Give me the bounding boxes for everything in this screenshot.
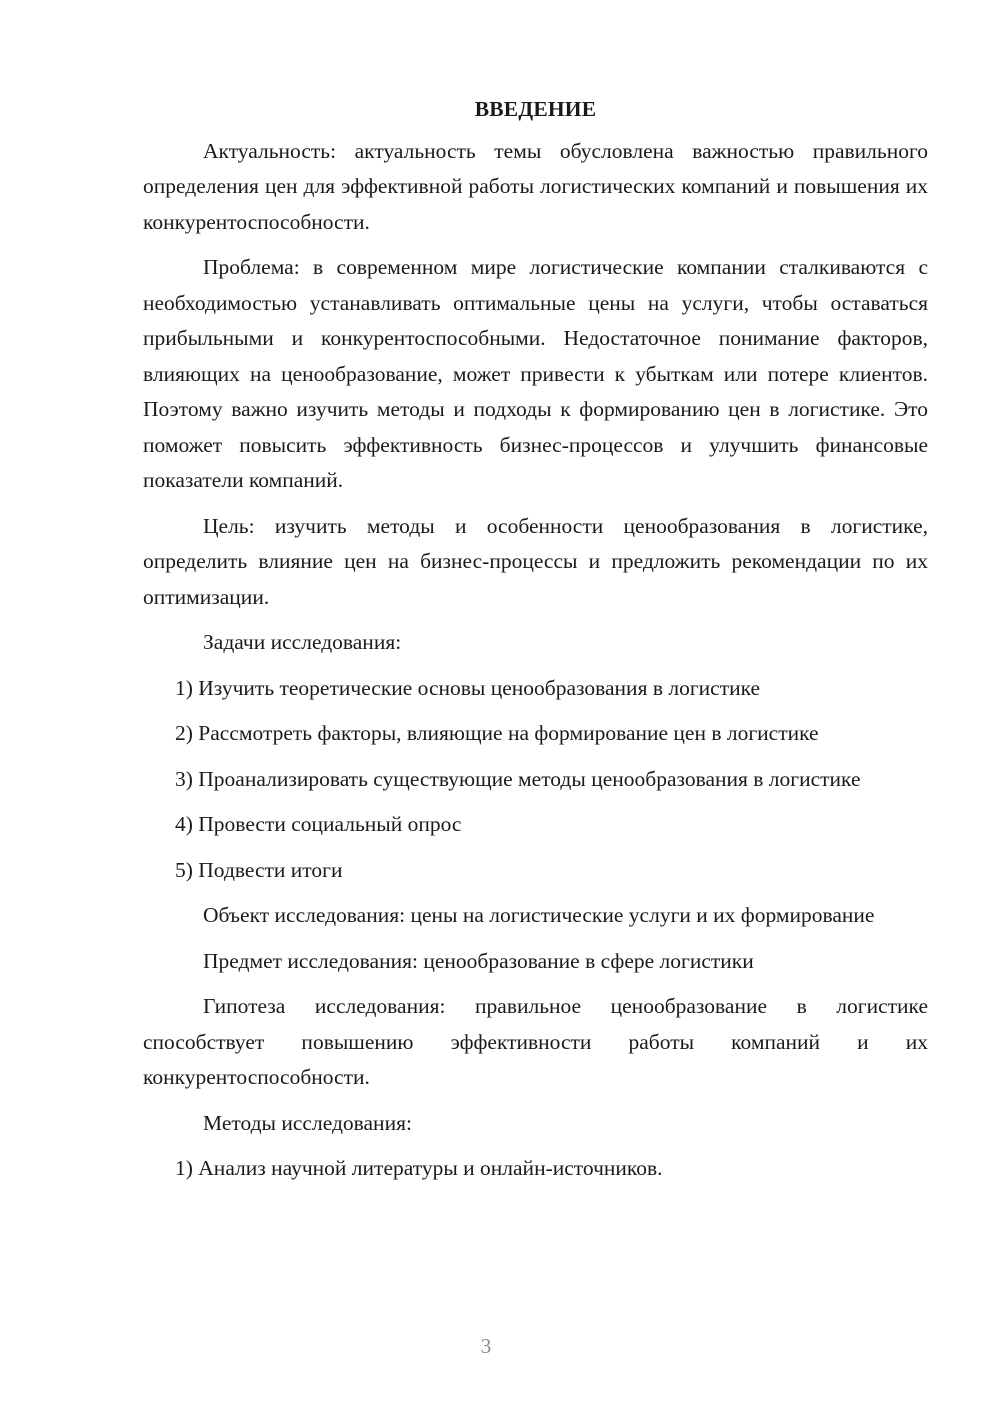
task-item-2: 2) Рассмотреть факторы, влияющие на формирование цен в логистике — [175, 721, 819, 745]
tasks-heading: Задачи исследования: — [203, 630, 402, 654]
paragraph-hypothesis: Гипотеза исследования: правильное ценообразование в логистике способствует повышению эффективности работы компаний и их конкурентоспособности. — [143, 994, 928, 1089]
method-item-1: 1) Анализ научной литературы и онлайн-источников. — [175, 1156, 663, 1180]
task-item-4: 4) Провести социальный опрос — [175, 812, 462, 836]
paragraph-relevance: Актуальность: актуальность темы обусловлена важностью правильного определения цен для эффективной работы логистических компаний и повышения их конкурентоспособности. — [143, 138, 928, 234]
task-item-1: 1) Изучить теоретические основы ценообразования в логистике — [175, 675, 761, 700]
task-item-3: 3) Проанализировать существующие методы ценообразования в логистике — [175, 766, 861, 791]
methods-heading: Методы исследования: — [203, 1110, 412, 1135]
paragraph-subject: Предмет исследования: ценообразование в сфере логистики — [203, 948, 754, 973]
paragraph-problem: Проблема: в современном мире логистические компании сталкиваются с необходимостью устанавливать оптимальные цены на услуги, чтобы оставаться прибыльными и конкурентоспособными. Недостаточное понимание факторов, влияющих на ценообразование, может привести к убыткам или потере клиентов. Поэтому важно изучить методы и подходы к формированию цен в логистике. Это поможет повысить эффективность бизнес-процессов и улучшить финансовые показатели компаний. — [143, 255, 928, 492]
task-item-5: 5) Подвести итоги — [175, 857, 343, 882]
section-title: ВВЕДЕНИЕ — [474, 97, 597, 121]
paragraph-goal: Цель: изучить методы и особенности ценообразования в логистике, определить влияние цен на бизнес-процессы и предложить рекомендации по их оптимизации. — [143, 513, 928, 609]
page-number: 3 — [480, 1334, 492, 1358]
page-content — [143, 92, 928, 1197]
paragraph-object: Объект исследования: цены на логистические услуги и их формирование — [203, 903, 875, 927]
